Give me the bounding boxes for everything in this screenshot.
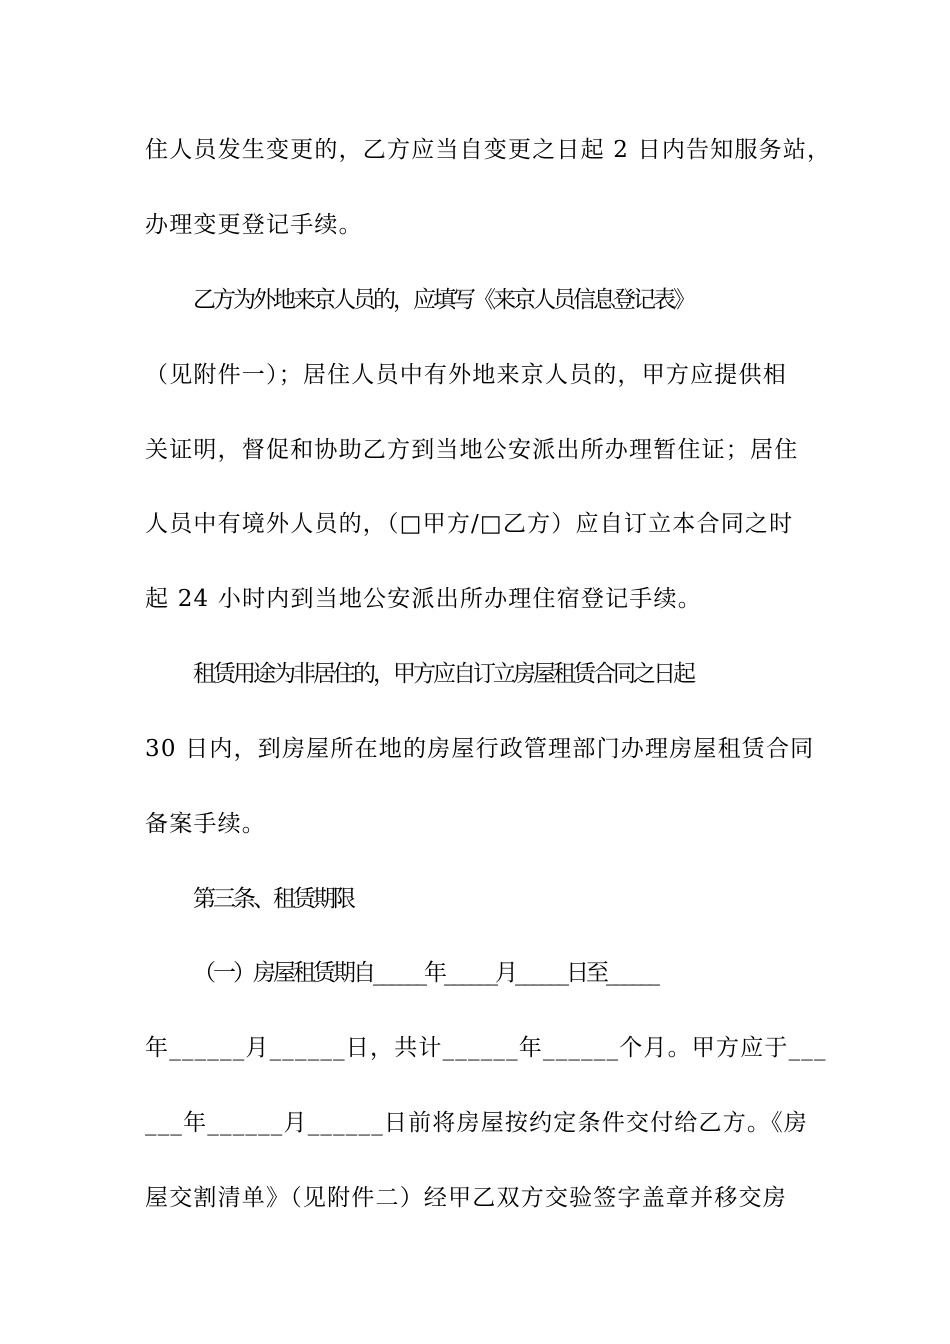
paragraph-line-1: 住人员发生变更的，乙方应当自变更之日起 2 日内告知服务站， (145, 137, 832, 163)
paragraph-line-10: 备案手续。 (145, 811, 266, 837)
paragraph-line-8: 租赁用途为非居住的，甲方应自订立房屋租赁合同之日起 (193, 661, 693, 687)
paragraph-line-5: 关证明，督促和协助乙方到当地公安派出所办理暂住证；居住 (145, 437, 799, 463)
paragraph-line-14: ___年______月______日前将房屋按约定条件交付给乙方。《房 (145, 1110, 808, 1136)
section-heading: 第三条、租赁期限 (193, 886, 353, 912)
paragraph-line-6: 人员中有境外人员的，（□甲方/□乙方）应自订立本合同之时 (145, 511, 794, 537)
paragraph-line-7: 起 24 小时内到当地公安派出所办理住宿登记手续。 (145, 586, 702, 612)
paragraph-line-3: 乙方为外地来京人员的，应填写《来京人员信息登记表》 (193, 287, 693, 313)
paragraph-line-9: 30 日内，到房屋所在地的房屋行政管理部门办理房屋租赁合同 (145, 736, 815, 762)
paragraph-line-13: 年______月______日，共计______年______个月。甲方应于___ (145, 1035, 827, 1061)
paragraph-line-2: 办理变更登记手续。 (145, 212, 363, 238)
paragraph-line-12: （一）房屋租赁期自______年______月______日至______ (193, 960, 657, 986)
paragraph-line-4: （见附件一）；居住人员中有外地来京人员的，甲方应提供相 (145, 362, 787, 388)
paragraph-line-15: 屋交割清单》（见附件二）经甲乙双方交验签字盖章并移交房 (145, 1185, 787, 1211)
